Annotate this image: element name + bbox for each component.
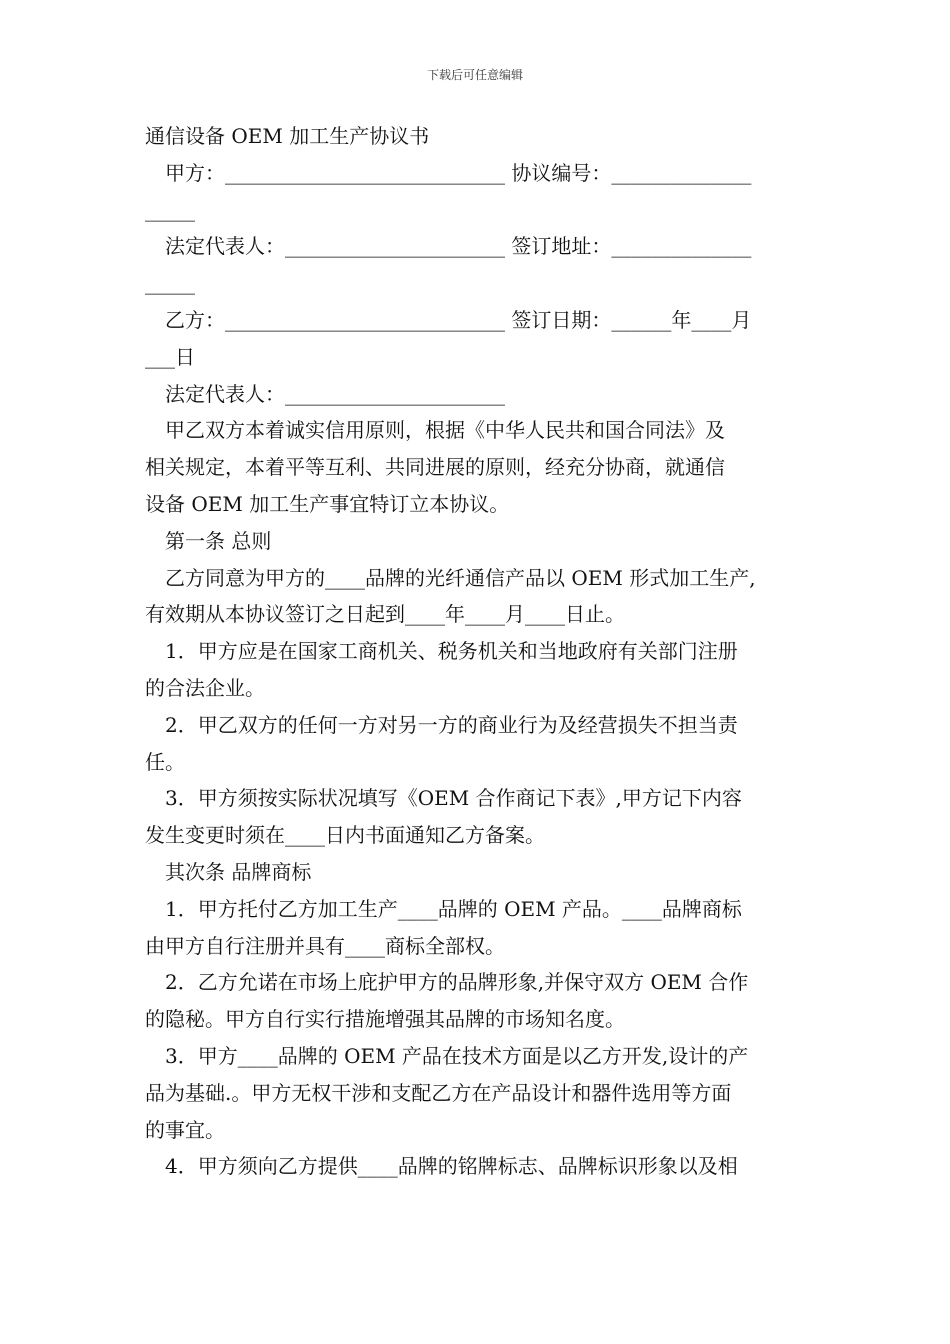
party-a-line-cont: _____ <box>145 197 195 222</box>
article-2-item-2-line-2: 的隐秘。甲方自行实行措施增强其品牌的市场知名度。 <box>145 1007 625 1032</box>
article-2-item-1-line-1: 1．甲方托付乙方加工生产____品牌的 OEM 产品。____品牌商标 <box>165 896 742 921</box>
article-1-item-2-line-2: 任。 <box>145 749 185 774</box>
article-1-item-1-line-1: 1．甲方应是在国家工商机关、税务机关和当地政府有关部门注册 <box>165 639 738 664</box>
article-1-item-2-line-1: 2．甲乙双方的任何一方对另一方的商业行为及经营损失不担当责 <box>165 712 738 737</box>
preamble-line-3: 设备 OEM 加工生产事宜特订立本协议。 <box>145 491 510 516</box>
preamble-line-2: 相关规定，本着平等互利、共同进展的原则，经充分协商，就通信 <box>145 455 725 480</box>
article-1-heading: 第一条 总则 <box>165 528 272 553</box>
article-1-para-line-2: 有效期从本协议签订之日起到____年____月____日止。 <box>145 602 625 627</box>
party-b-rep-line: 法定代表人：______________________ <box>165 381 505 406</box>
party-a-line: 甲方：____________________________ 协议编号：______________ <box>165 160 752 185</box>
article-1-item-3-line-1: 3．甲方须按实际状况填写《OEM 合作商记下表》,甲方记下内容 <box>165 786 742 811</box>
article-2-item-4-line-1: 4．甲方须向乙方提供____品牌的铭牌标志、品牌标识形象以及相 <box>165 1154 738 1179</box>
preamble-line-1: 甲乙双方本着诚实信用原则，根据《中华人民共和国合同法》及 <box>165 418 725 443</box>
document-body <box>145 118 810 1185</box>
article-2-item-2-line-1: 2．乙方允诺在市场上庇护甲方的品牌形象,并保守双方 OEM 合作 <box>165 970 749 995</box>
party-b-line-cont: ___日 <box>145 344 195 369</box>
article-2-heading: 其次条 品牌商标 <box>165 859 312 884</box>
article-1-para-line-1: 乙方同意为甲方的____品牌的光纤通信产品以 OEM 形式加工生产, <box>165 565 756 590</box>
page-header-note: 下载后可任意编辑 <box>426 68 523 82</box>
article-2-item-3-line-1: 3．甲方____品牌的 OEM 产品在技术方面是以乙方开发,设计的产 <box>165 1043 749 1068</box>
party-a-rep-line-cont: _____ <box>145 271 195 296</box>
party-b-line: 乙方：____________________________ 签订日期：______年____月 <box>165 307 752 332</box>
article-2-item-3-line-2: 品为基础.。甲方无权干涉和支配乙方在产品设计和器件选用等方面 <box>145 1080 732 1105</box>
document-title: 通信设备 OEM 加工生产协议书 <box>145 124 430 148</box>
article-2-item-3-line-3: 的事宜。 <box>145 1117 225 1142</box>
article-2-item-1-line-2: 由甲方自行注册并具有____商标全部权。 <box>145 933 505 958</box>
article-1-item-1-line-2: 的合法企业。 <box>145 675 265 700</box>
article-1-item-3-line-2: 发生变更时须在____日内书面通知乙方备案。 <box>145 823 545 848</box>
party-a-rep-line: 法定代表人：______________________ 签订地址：______________ <box>165 234 752 259</box>
